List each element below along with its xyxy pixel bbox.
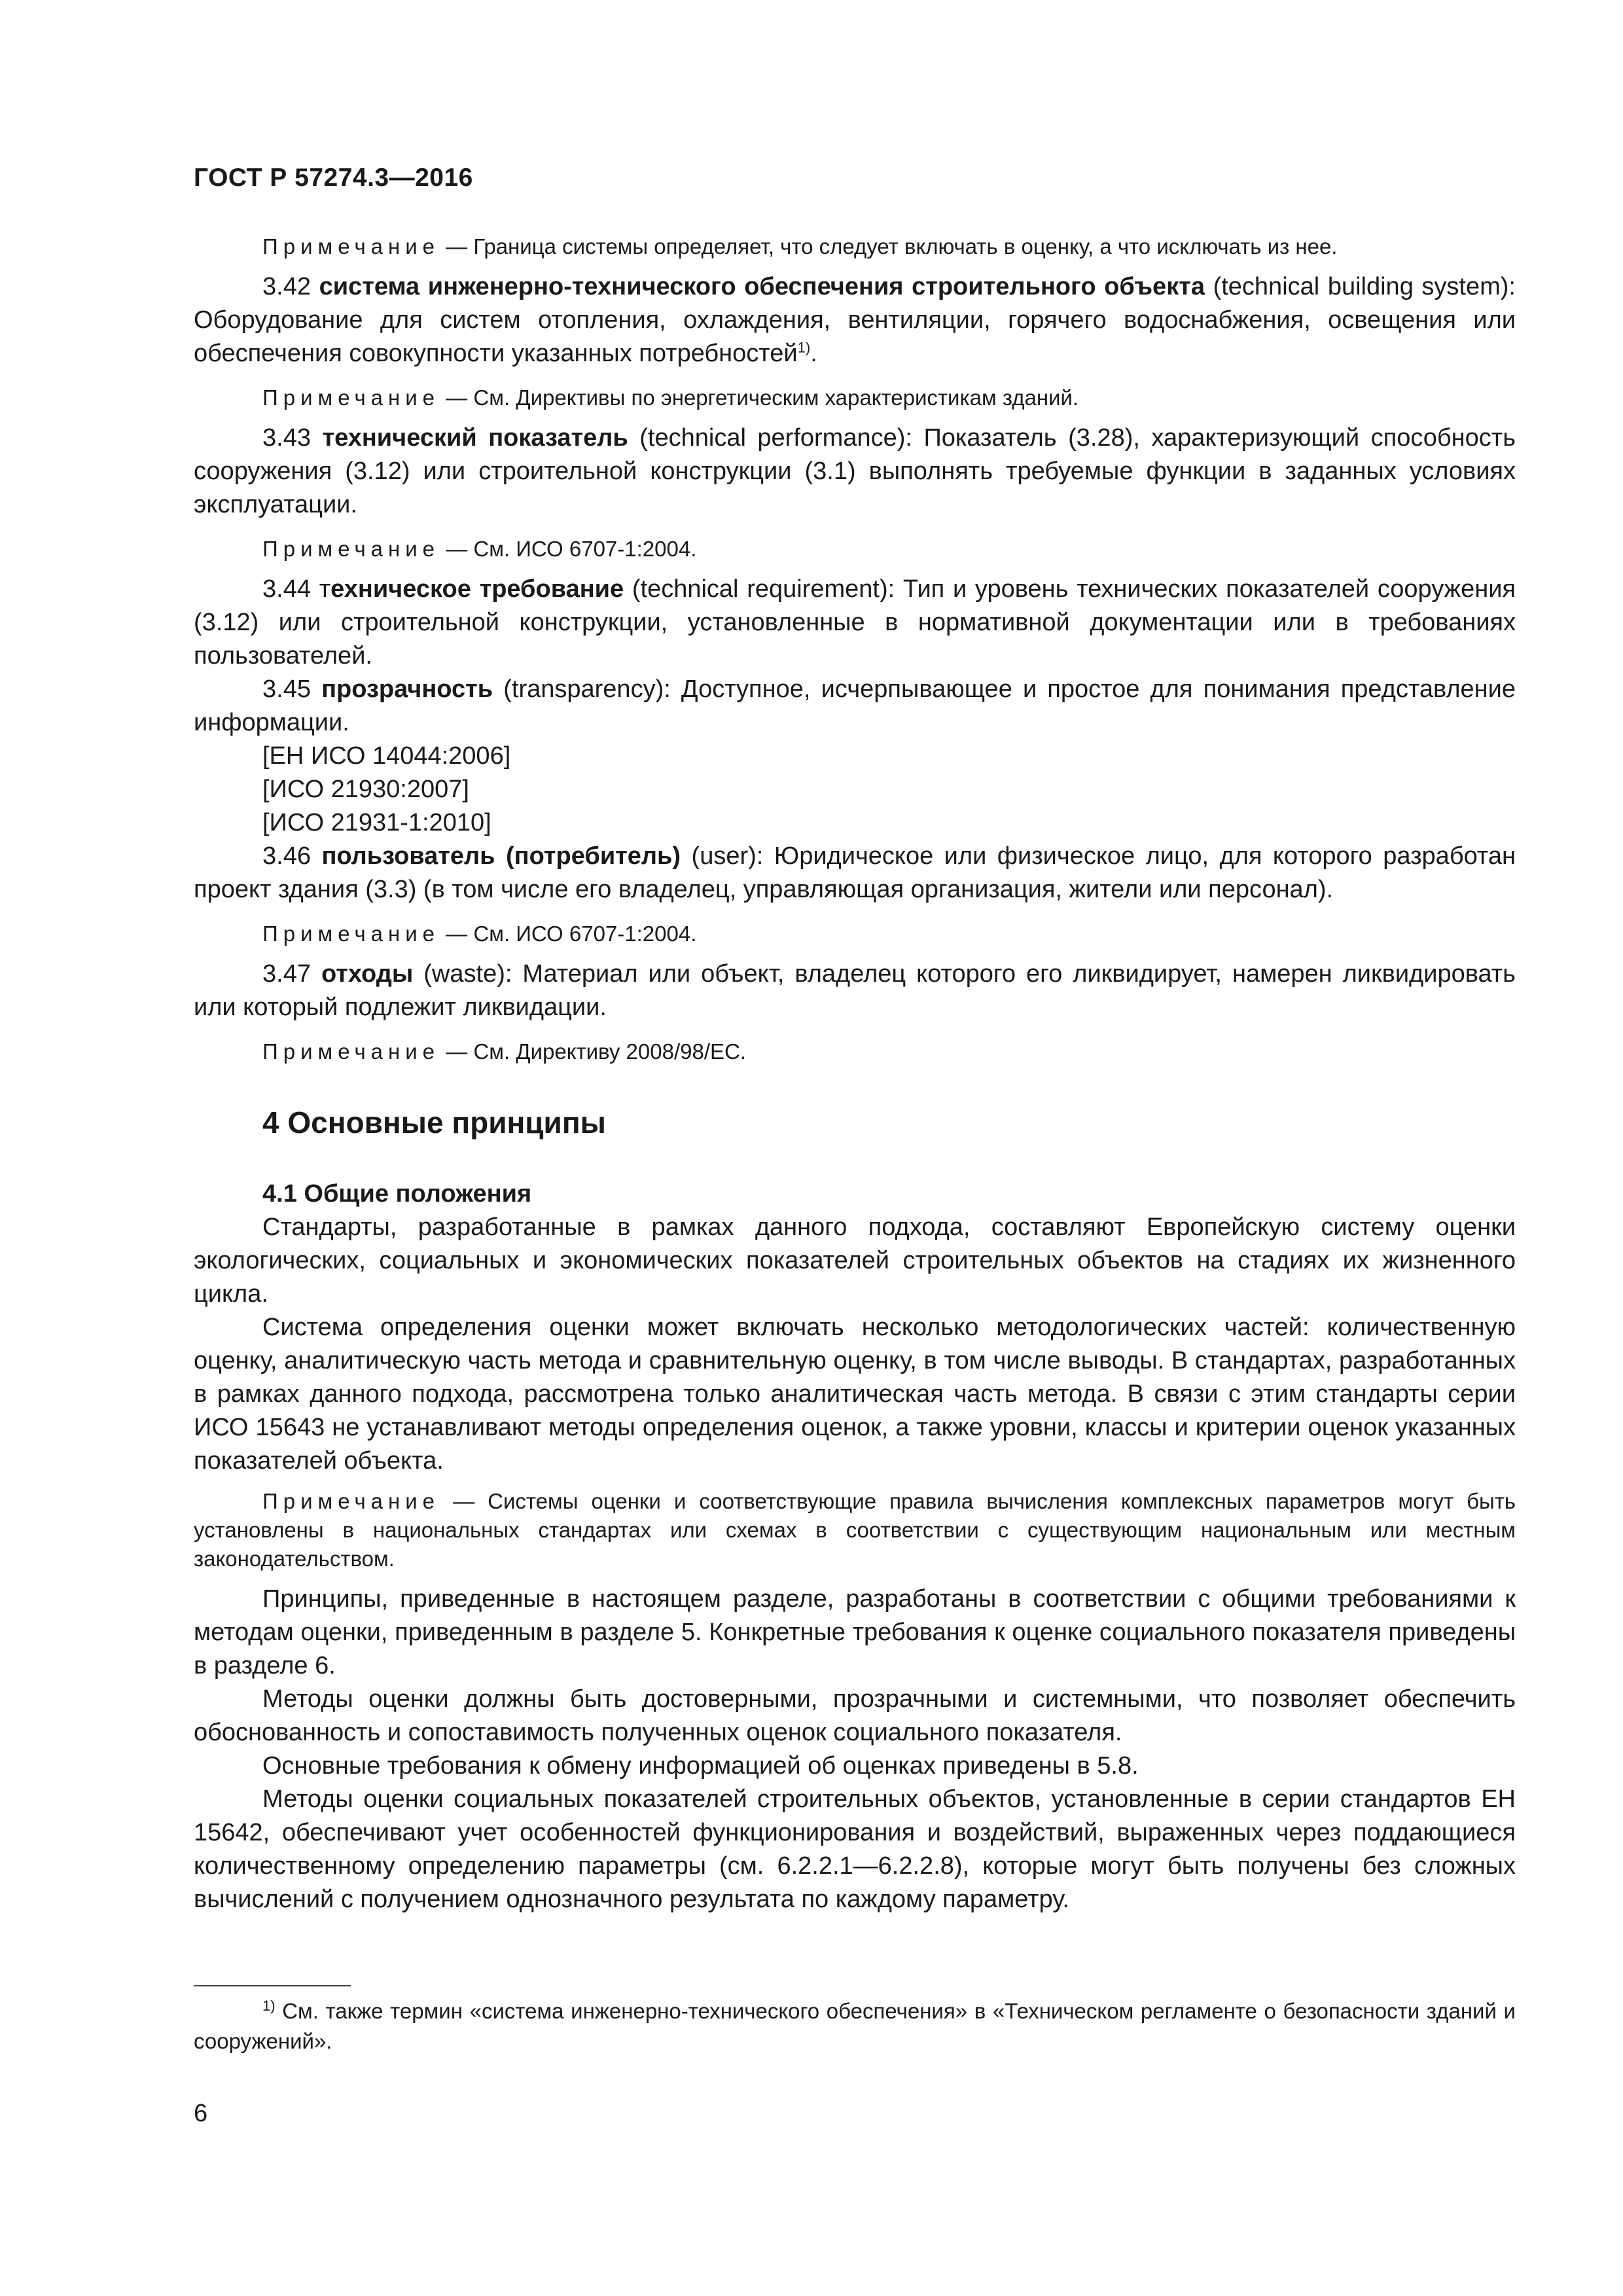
paragraph: Основные требования к обмену информацией об оценках приведены в 5.8. [262, 1752, 1139, 1780]
note: Примечание — См. ИСО 6707-1:2004. [262, 537, 697, 561]
paragraph: Методы оценки должны быть достоверными, прозрачными и системными, что позволяет обеспечить обоснованность и сопоставимость полученных оценок социального показателя. [194, 1685, 1516, 1746]
definition-3-45: 3.45 прозрачность (transparency): Доступное, исчерпывающее и простое для понимания представление информации. [194, 675, 1516, 736]
reference: [ИСО 21930:2007] [262, 776, 469, 803]
term: пользователь (потребитель) [321, 842, 681, 870]
section-heading: 4 Основные принципы [262, 1105, 606, 1139]
page-number: 6 [194, 2100, 208, 2127]
paragraph: Принципы, приведенные в настоящем разделе, разработаны в соответствии с общими требованиями к методам оценки, приведенным в разделе 5. Конкретные требования к оценке социального показателя приведены в разделе 6. [194, 1585, 1516, 1679]
footnote-divider [194, 1985, 351, 1986]
term: система инженерно-технического обеспечения строительного объекта [319, 273, 1205, 300]
note: Примечание — См. ИСО 6707-1:2004. [262, 922, 697, 946]
term: ехническое требование [330, 575, 624, 603]
term: прозрачность [321, 675, 493, 703]
definition-3-46: 3.46 пользователь (потребитель) (user): Юридическое или физическое лицо, для которого разработан проект здания (3.3) (в том числе его владелец, управляющая организация, жители или персонал). [194, 842, 1516, 903]
definition-3-42: 3.42 система инженерно-технического обеспечения строительного объекта (technical building system): Оборудование для систем отопления, охлаждения, вентиляции, горячего водоснабжения, освещения или обеспечения совокупности указанных потребностей$^{1)}$. [194, 273, 1516, 367]
term: отходы [321, 960, 414, 988]
paragraph: Стандарты, разработанные в рамках данного подхода, составляют Европейскую систему оценки экологических, социальных и экономических показателей строительных объектов на стадиях их жизненного цикла. [194, 1213, 1516, 1308]
note: Примечание — Системы оценки и соответствующие правила вычисления комплексных параметров могут быть установлены в национальных стандартах или схемах в соответствии с существующим национальным или местным законодательством. [194, 1489, 1516, 1571]
footnote-ref[interactable]: 1) [797, 339, 811, 356]
term: технический показатель [322, 424, 628, 452]
note-label: Примечание [262, 234, 440, 259]
paragraph: Система определения оценки может включать несколько методологических частей: количественную оценку, аналитическую часть метода и сравнительную оценку, в том числе выводы. В стандартах, разработанных в рамках данного подхода, рассмотрена только аналитическая часть метода. В связи с этим стандарты серии ИСО 15643 не устанавливают методы определения оценок, а также уровни, классы и критерии оценок указанных показателей объекта. [194, 1314, 1516, 1475]
document-body [194, 232, 1516, 1916]
subsection-heading: 4.1 Общие положения [262, 1180, 532, 1208]
footnote-mark: 1) [262, 1998, 276, 2014]
note: Примечание — Граница системы определяет, что следует включать в оценку, а что исключать из нее. [262, 234, 1338, 259]
note: Примечание — См. Директиву 2008/98/ЕС. [262, 1039, 747, 1064]
definition-3-47: 3.47 отходы (waste): Материал или объект, владелец которого его ликвидирует, намерен ликвидировать или который подлежит ликвидации. [194, 960, 1516, 1021]
footnote: $^{1)}$ См. также термин «система инженерно-технического обеспечения» в «Техническом регламенте о безопасности зданий и сооружений». [194, 1998, 1516, 2053]
paragraph: Методы оценки социальных показателей строительных объектов, установленные в серии стандартов ЕН 15642, обеспечивают учет особенностей функционирования и воздействий, выраженных через поддающиеся количественному определению параметры (см. 6.2.2.1—6.2.2.8), которые могут быть получены без сложных вычислений с получением однозначного результата по каждому параметру. [194, 1785, 1516, 1913]
reference: [ИСО 21931-1:2010] [262, 809, 491, 836]
definition-3-43: 3.43 технический показатель (technical performance): Показатель (3.28), характеризующий способность сооружения (3.12) или строительной конструкции (3.1) выполнять требуемые функции в заданных условиях эксплуатации. [194, 424, 1516, 518]
note: Примечание — См. Директивы по энергетическим характеристикам зданий. [262, 386, 1079, 410]
reference: [ЕН ИСО 14044:2006] [262, 742, 511, 770]
definition-3-44: 3.44 техническое требование (technical requirement): Тип и уровень технических показателей сооружения (3.12) или строительной конструкции, установленные в нормативной документации или в требованиях пользователей. [194, 575, 1516, 670]
standard-code: ГОСТ Р 57274.3—2016 [194, 164, 473, 192]
